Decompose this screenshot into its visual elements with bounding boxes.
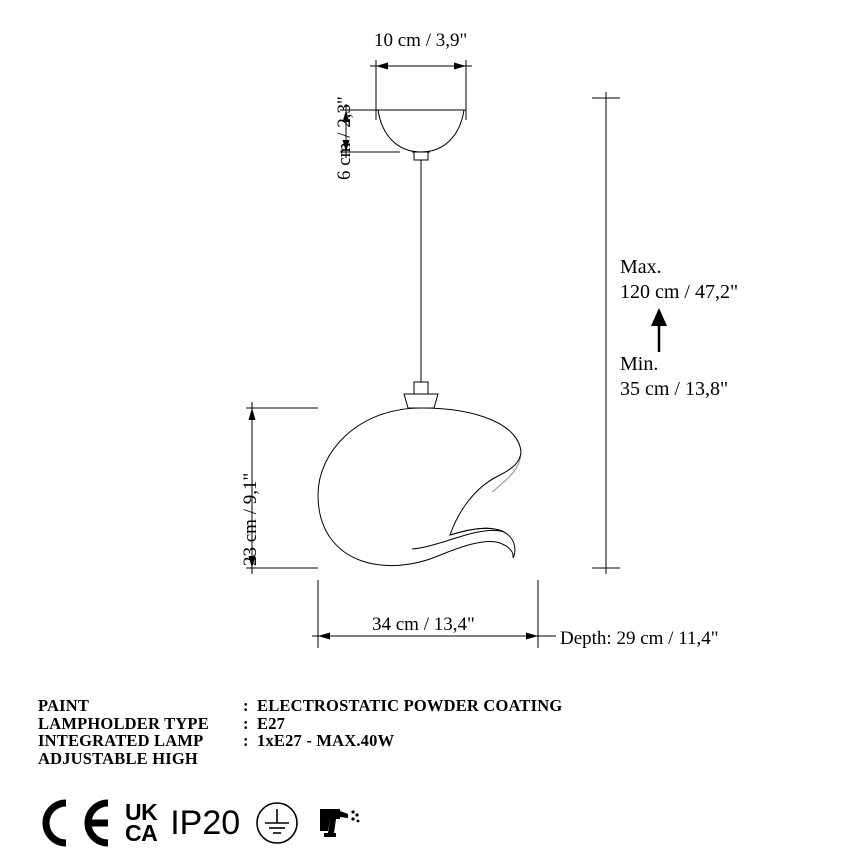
spec-colon: : <box>243 696 249 715</box>
earth-ground-icon <box>253 799 301 847</box>
max-text: Max. <box>620 256 662 278</box>
spec-value: ELECTROSTATIC POWDER COATING <box>257 696 563 715</box>
certification-marks <box>36 795 375 851</box>
spec-row <box>38 697 562 715</box>
specifications-table <box>38 697 562 767</box>
ukca-mark-icon <box>125 799 158 846</box>
ip-rating-label: IP20 <box>170 803 241 842</box>
spec-row <box>38 715 562 733</box>
spec-key: ADJUSTABLE HIGH <box>38 748 198 768</box>
min-value: 35 cm / 13,8" <box>620 378 729 400</box>
dim-label-canopy-height: 6 cm / 2,3" <box>334 96 355 180</box>
spray-gun-icon <box>314 799 362 847</box>
ukca-line1: UK <box>125 799 158 825</box>
spec-key: LAMPHOLDER TYPE <box>38 713 209 733</box>
canopy-collar <box>414 152 428 160</box>
dim-label-max <box>620 255 738 305</box>
canopy-dome <box>378 110 464 152</box>
ukca-line2: CA <box>125 820 158 846</box>
min-text: Min. <box>620 353 659 375</box>
ce-mark-icon <box>36 799 112 847</box>
spec-key: INTEGRATED LAMP <box>38 731 204 750</box>
max-value: 120 cm / 47,2" <box>620 281 739 303</box>
spec-colon: : <box>243 713 249 733</box>
dim-label-min <box>620 352 728 402</box>
spec-value: E27 <box>257 713 286 733</box>
lamp-shade-highlight <box>492 452 521 492</box>
spec-row <box>38 732 562 750</box>
spec-colon: : <box>243 731 249 750</box>
dim-label-depth: Depth: 29 cm / 11,4" <box>560 628 719 649</box>
dim-label-canopy-width: 10 cm / 3,9" <box>374 30 468 51</box>
lamp-collar <box>414 382 428 394</box>
adjust-arrow-head <box>651 308 667 326</box>
dim-label-shade-height: 23 cm / 9,1" <box>240 472 261 566</box>
dim-label-shade-width: 34 cm / 13,4" <box>372 614 475 635</box>
spec-row <box>38 750 562 768</box>
spec-value: 1xE27 - MAX.40W <box>257 731 395 750</box>
lamp-bracket <box>404 394 438 408</box>
lamp-shade-outline <box>318 408 521 566</box>
spec-key: PAINT <box>38 696 90 715</box>
lamp-shade-fold <box>412 528 504 549</box>
